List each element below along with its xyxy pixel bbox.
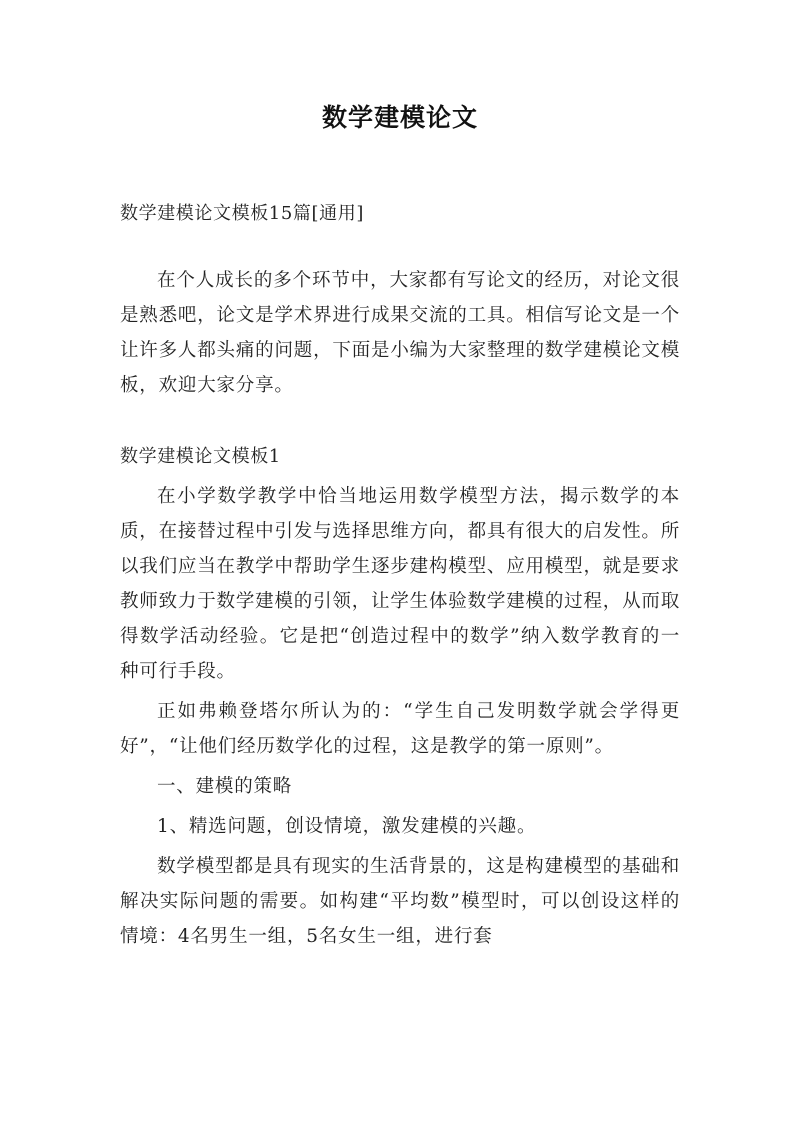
strategy-heading: 一、建模的策略	[157, 776, 293, 797]
body-paragraph: 数学模型都是具有现实的生活背景的，这是构建模型的基础和解决实际问题的需要。如构建“平均数”模型时，可以创设这样的情境：4名男生一组，5名女生一组，进行套	[120, 856, 680, 947]
section-heading: 数学建模论文模板1	[120, 446, 281, 467]
document-subtitle: 数学建模论文模板15篇[通用]	[120, 203, 364, 224]
intro-paragraph: 在个人成长的多个环节中，大家都有写论文的经历，对论文很是熟悉吧，论文是学术界进行成果交流的工具。相信写论文是一个让许多人都头痛的问题，下面是小编为大家整理的数学建模论文模板，欢迎大家分享。	[120, 270, 680, 396]
body-paragraph: 在小学数学教学中恰当地运用数学模型方法，揭示数学的本质，在接替过程中引发与选择思维方向，都具有很大的启发性。所以我们应当在教学中帮助学生逐步建构模型、应用模型，就是要求教师致力于数学建模的引领，让学生体验数学建模的过程，从而取得数学活动经验。它是把“创造过程中的数学”纳入数学教育的一种可行手段。	[120, 486, 680, 682]
document-content	[120, 92, 680, 954]
quote-paragraph: 正如弗赖登塔尔所认为的：“学生自己发明数学就会学得更好”，“让他们经历数学化的过程，这是教学的第一原则”。	[120, 701, 680, 757]
document-title: 数学建模论文	[321, 103, 478, 132]
strategy-item: 1、精选问题，创设情境，激发建模的兴趣。	[157, 816, 537, 837]
